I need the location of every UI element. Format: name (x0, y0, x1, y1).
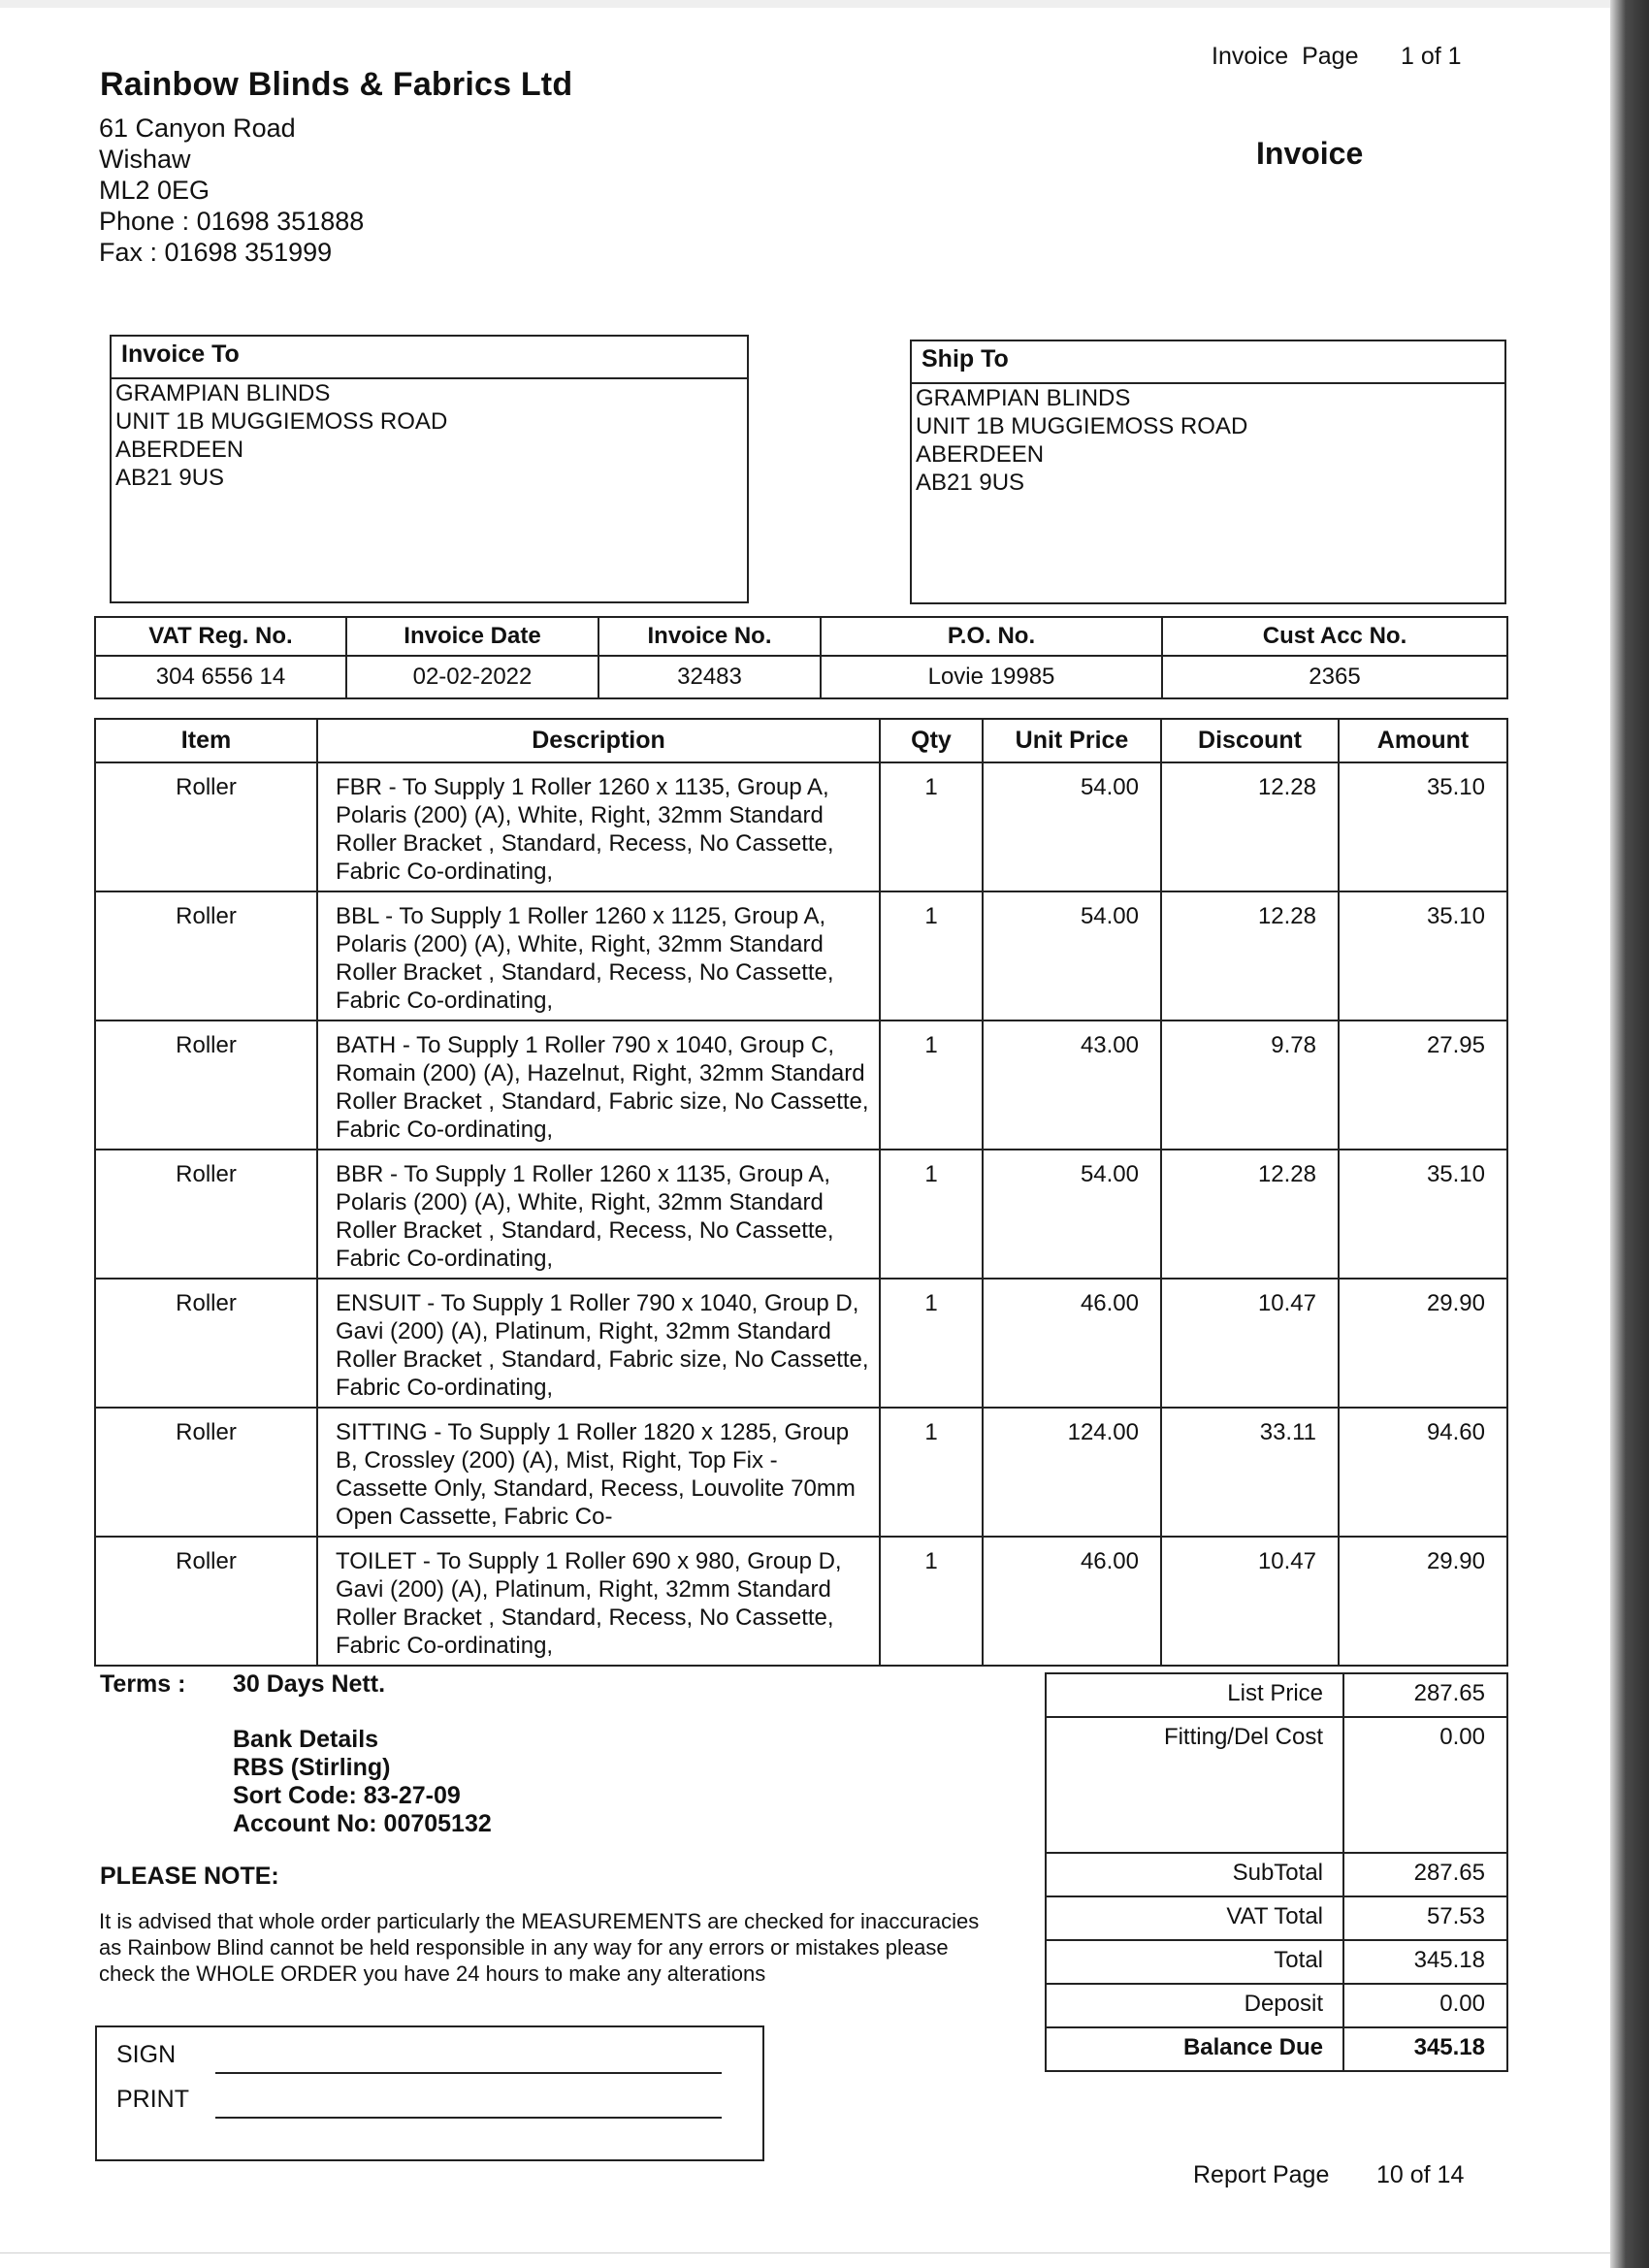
meta-value-row (95, 656, 1507, 698)
discount-cell: 12.28 (1161, 891, 1339, 1021)
discount-cell: 12.28 (1161, 762, 1339, 891)
item-cell: Roller (95, 1408, 317, 1537)
qty-cell: 1 (880, 1150, 983, 1279)
company-phone: Phone : 01698 351888 (99, 207, 365, 236)
balance-due-value: 345.18 (1343, 2027, 1507, 2071)
qty-cell: 1 (880, 1537, 983, 1666)
discount-cell: 10.47 (1161, 1279, 1339, 1408)
amount-cell: 35.10 (1339, 762, 1507, 891)
line-items-table (94, 718, 1508, 1667)
table-row (95, 762, 1507, 891)
invoice-to-box (110, 335, 749, 603)
ship-to-address (912, 384, 1504, 497)
company-fax: Fax : 01698 351999 (99, 238, 333, 267)
vat-total-label: VAT Total (1046, 1896, 1343, 1940)
table-row (95, 1150, 1507, 1279)
totals-row (1046, 1984, 1507, 2027)
ship-to-title: Ship To (912, 341, 1504, 384)
totals-row (1046, 2027, 1507, 2071)
signature-box (95, 2025, 764, 2161)
invoice-to-line: AB21 9US (115, 465, 225, 491)
discount-cell: 10.47 (1161, 1537, 1339, 1666)
amount-cell: 35.10 (1339, 1150, 1507, 1279)
qty-cell: 1 (880, 1021, 983, 1150)
cust-acc-header: Cust Acc No. (1162, 617, 1507, 656)
discount-header: Discount (1161, 719, 1339, 762)
totals-row (1046, 1717, 1507, 1853)
ship-to-line: GRAMPIAN BLINDS (916, 385, 1131, 411)
discount-cell: 9.78 (1161, 1021, 1339, 1150)
terms-label: Terms : (100, 1670, 186, 1698)
ship-to-line: UNIT 1B MUGGIEMOSS ROAD (916, 413, 1248, 439)
item-cell: Roller (95, 1537, 317, 1666)
total-label: Total (1046, 1940, 1343, 1984)
scan-top-edge (0, 0, 1649, 8)
company-address-line-2: Wishaw (99, 145, 191, 174)
report-page-number: 10 of 14 (1376, 2161, 1465, 2188)
item-cell: Roller (95, 1150, 317, 1279)
item-cell: Roller (95, 891, 317, 1021)
bank-account-no: Account No: 00705132 (233, 1810, 492, 1837)
table-row (95, 1279, 1507, 1408)
deposit-label: Deposit (1046, 1984, 1343, 2027)
invoice-no-header: Invoice No. (598, 617, 821, 656)
please-note-body: It is advised that whole order particularly the MEASUREMENTS are checked for inaccuracies as Rainbow Blind cannot be held responsible in any way for any errors or mistakes please check the WHOLE ORDER you have 24 hours to make any alterations (99, 1909, 980, 1986)
ship-to-line: ABERDEEN (916, 441, 1045, 468)
description-text: BBL - To Supply 1 Roller 1260 x 1125, Group A, Polaris (200) (A), White, Right, 32mm Standard Roller Bracket , Standard, Recess, No Cassette, Fabric Co-ordinating, (336, 903, 834, 1014)
qty-cell: 1 (880, 1279, 983, 1408)
print-line[interactable] (215, 2117, 722, 2119)
qty-cell: 1 (880, 762, 983, 891)
vat-total-value: 57.53 (1343, 1896, 1507, 1940)
qty-cell: 1 (880, 891, 983, 1021)
subtotal-value: 287.65 (1343, 1853, 1507, 1896)
cust-acc-value: 2365 (1162, 656, 1507, 698)
document-title: Invoice (1256, 136, 1364, 171)
bank-sort-code: Sort Code: 83-27-09 (233, 1782, 461, 1809)
description-header: Description (317, 719, 880, 762)
invoice-to-address (112, 379, 747, 492)
meta-header-row (95, 617, 1507, 656)
description-cell (317, 891, 880, 1021)
invoice-to-line: GRAMPIAN BLINDS (115, 380, 331, 406)
scan-bottom-line (0, 2252, 1610, 2253)
totals-row (1046, 1853, 1507, 1896)
amount-cell: 35.10 (1339, 891, 1507, 1021)
qty-cell: 1 (880, 1408, 983, 1537)
unit-price-cell: 46.00 (983, 1279, 1161, 1408)
sign-line[interactable] (215, 2072, 722, 2074)
sign-label: SIGN (116, 2041, 177, 2068)
discount-cell: 12.28 (1161, 1150, 1339, 1279)
please-note-title: PLEASE NOTE: (100, 1863, 279, 1890)
scan-right-edge (1610, 0, 1649, 2268)
item-header: Item (95, 719, 317, 762)
description-cell (317, 1021, 880, 1150)
bank-name: RBS (Stirling) (233, 1754, 391, 1781)
invoice-to-title: Invoice To (112, 337, 747, 379)
list-price-value: 287.65 (1343, 1673, 1507, 1717)
unit-price-cell: 54.00 (983, 762, 1161, 891)
description-text: BBR - To Supply 1 Roller 1260 x 1135, Group A, Polaris (200) (A), White, Right, 32mm Standard Roller Bracket , Standard, Recess, No Cassette, Fabric Co-ordinating, (336, 1161, 834, 1272)
bank-details-title: Bank Details (233, 1726, 379, 1753)
po-no-header: P.O. No. (821, 617, 1162, 656)
report-page-label: Report Page (1193, 2161, 1330, 2188)
description-cell (317, 762, 880, 891)
vat-reg-value: 304 6556 14 (95, 656, 346, 698)
company-address-line-1: 61 Canyon Road (99, 113, 296, 143)
fitting-del-cost-value: 0.00 (1343, 1717, 1507, 1853)
totals-row (1046, 1673, 1507, 1717)
discount-cell: 33.11 (1161, 1408, 1339, 1537)
ship-to-line: AB21 9US (916, 470, 1025, 496)
table-row (95, 1021, 1507, 1150)
description-text: SITTING - To Supply 1 Roller 1820 x 1285, Group B, Crossley (200) (A), Mist, Right, Top Fix - Cassette Only, Standard, Recess, Louvolite 70mm Open Cassette, Fabric Co- (336, 1419, 856, 1530)
unit-price-cell: 46.00 (983, 1537, 1161, 1666)
description-cell (317, 1408, 880, 1537)
print-label: PRINT (116, 2086, 189, 2113)
description-cell (317, 1279, 880, 1408)
item-cell: Roller (95, 762, 317, 891)
item-cell: Roller (95, 1021, 317, 1150)
company-address-line-3: ML2 0EG (99, 176, 210, 205)
deposit-value: 0.00 (1343, 1984, 1507, 2027)
description-text: FBR - To Supply 1 Roller 1260 x 1135, Group A, Polaris (200) (A), White, Right, 32mm Standard Roller Bracket , Standard, Recess, No Cassette, Fabric Co-ordinating, (336, 774, 834, 885)
list-price-label: List Price (1046, 1673, 1343, 1717)
description-text: TOILET - To Supply 1 Roller 690 x 980, Group D, Gavi (200) (A), Platinum, Right, 32mm Standard Roller Bracket , Standard, Recess, No Cassette, Fabric Co-ordinating, (336, 1548, 842, 1659)
ship-to-box (910, 340, 1506, 604)
unit-price-cell: 43.00 (983, 1021, 1161, 1150)
table-row (95, 891, 1507, 1021)
vat-reg-header: VAT Reg. No. (95, 617, 346, 656)
totals-row (1046, 1940, 1507, 1984)
invoice-page-label: Invoice Page (1212, 43, 1359, 70)
amount-cell: 29.90 (1339, 1537, 1507, 1666)
invoice-no-value: 32483 (598, 656, 821, 698)
terms-value: 30 Days Nett. (233, 1670, 386, 1698)
description-cell (317, 1150, 880, 1279)
unit-price-cell: 54.00 (983, 1150, 1161, 1279)
item-cell: Roller (95, 1279, 317, 1408)
unit-price-cell: 54.00 (983, 891, 1161, 1021)
po-no-value: Lovie 19985 (821, 656, 1162, 698)
totals-table (1045, 1672, 1508, 2072)
fitting-del-cost-label: Fitting/Del Cost (1046, 1717, 1343, 1853)
balance-due-label: Balance Due (1046, 2027, 1343, 2071)
description-text: ENSUIT - To Supply 1 Roller 790 x 1040, Group D, Gavi (200) (A), Platinum, Right, 32mm Standard Roller Bracket , Standard, Fabric size, No Cassette, Fabric Co-ordinating, (336, 1290, 869, 1401)
description-cell (317, 1537, 880, 1666)
subtotal-label: SubTotal (1046, 1853, 1343, 1896)
unit-price-cell: 124.00 (983, 1408, 1161, 1537)
amount-cell: 27.95 (1339, 1021, 1507, 1150)
qty-header: Qty (880, 719, 983, 762)
invoice-page-number: 1 of 1 (1401, 43, 1462, 70)
amount-cell: 94.60 (1339, 1408, 1507, 1537)
invoice-date-value: 02-02-2022 (346, 656, 598, 698)
amount-header: Amount (1339, 719, 1507, 762)
invoice-to-line: ABERDEEN (115, 437, 244, 463)
items-header-row (95, 719, 1507, 762)
total-value: 345.18 (1343, 1940, 1507, 1984)
totals-row (1046, 1896, 1507, 1940)
unit-price-header: Unit Price (983, 719, 1161, 762)
amount-cell: 29.90 (1339, 1279, 1507, 1408)
invoice-meta-table (94, 616, 1508, 699)
company-name: Rainbow Blinds & Fabrics Ltd (100, 66, 573, 103)
invoice-to-line: UNIT 1B MUGGIEMOSS ROAD (115, 408, 448, 435)
table-row (95, 1408, 1507, 1537)
table-row (95, 1537, 1507, 1666)
invoice-date-header: Invoice Date (346, 617, 598, 656)
description-text: BATH - To Supply 1 Roller 790 x 1040, Group C, Romain (200) (A), Hazelnut, Right, 32mm Standard Roller Bracket , Standard, Fabric size, No Cassette, Fabric Co-ordinating, (336, 1032, 869, 1143)
